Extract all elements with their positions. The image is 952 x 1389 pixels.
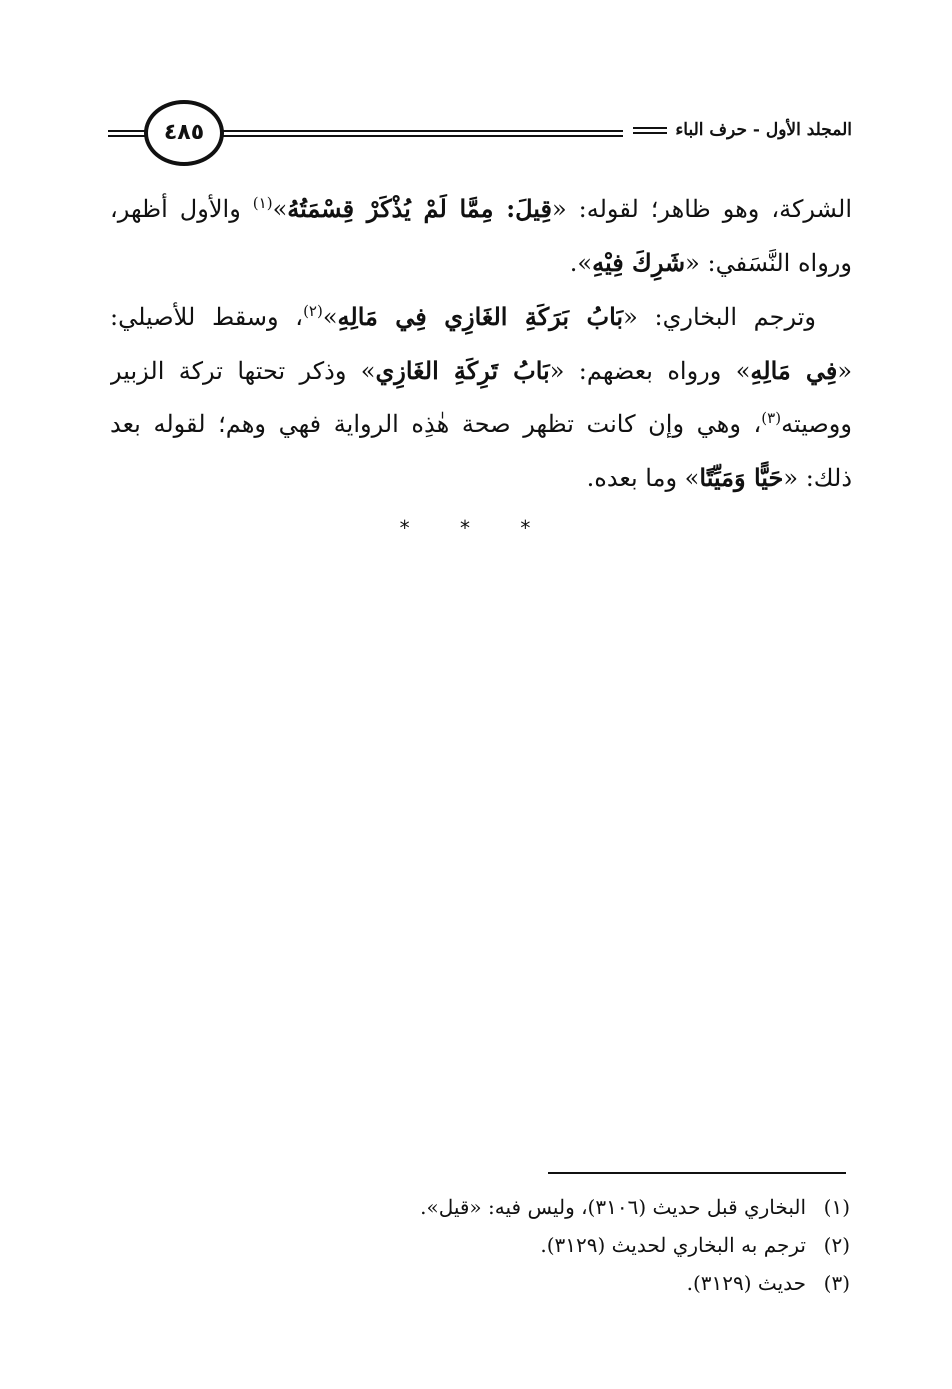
text-line: ورواه النَّسَفي: «شَرِكَ فِيْهِ». [569, 248, 852, 277]
footnote-number: (٢) [823, 1233, 850, 1257]
text-line: الشركة، وهو ظاهر؛ لقوله: «قِيلَ: مِمَّا لَمْ يُذْكَرْ قِسْمَتُهُ»$^{(١)}$ والأول أظهر، [110, 194, 852, 223]
quoted-phrase: بَابُ تَرِكَةِ الغَازِي [375, 356, 550, 385]
footnote-ref: (٢) [303, 302, 323, 320]
quoted-phrase: بَابُ بَرَكَةِ الغَازِي فِي مَالِهِ [337, 302, 624, 331]
footnotes [110, 1188, 850, 1302]
text-line: «فِي مَالِهِ» ورواه بعضهم: «بَابُ تَرِكَةِ الغَازِي» وذكر تحتها تركة الزبير [110, 356, 852, 385]
page-header [108, 100, 852, 164]
footnote [110, 1226, 850, 1264]
footnote-number: (١) [823, 1195, 850, 1219]
footnote-ref: (١) [252, 194, 273, 212]
text-line: ذلك: «حَيًّا وَمَيِّتًا» وما بعده. [586, 463, 852, 492]
footnote-text: حديث (٣١٢٩). [686, 1271, 806, 1295]
footnote [110, 1264, 850, 1302]
footnote-text: البخاري قبل حديث (٣١٠٦)، وليس فيه: «قيل». [420, 1195, 806, 1219]
text-line: وترجم البخاري: «بَابُ بَرَكَةِ الغَازِي فِي مَالِهِ»$^{(٢)}$، وسقط للأصيلي: [110, 302, 816, 331]
running-title: المجلد الأول - حرف الباء [623, 120, 852, 140]
main-text [110, 182, 852, 505]
footnote [110, 1188, 850, 1226]
footnote-ref: (٣) [761, 409, 782, 427]
section-separator: * * * [399, 516, 553, 540]
footnote-text: ترجم به البخاري لحديث (٣١٢٩). [540, 1233, 806, 1257]
footnote-divider [548, 1172, 846, 1174]
text-line: ووصيته$^{(٣)}$، وهي وإن كانت تظهر صحة هٰذِه الرواية فهي وهم؛ لقوله بعد [110, 409, 852, 438]
quoted-phrase: حَيًّا وَمَيِّتًا [699, 463, 784, 492]
quoted-phrase: شَرِكَ فِيْهِ [592, 248, 686, 277]
footnote-number: (٣) [823, 1271, 850, 1295]
quoted-phrase: فِي مَالِهِ [750, 356, 838, 385]
quoted-phrase: قِيلَ: مِمَّا لَمْ يُذْكَرْ قِسْمَتُهُ [287, 194, 552, 223]
page-number: ٤٨٥ [144, 100, 224, 166]
